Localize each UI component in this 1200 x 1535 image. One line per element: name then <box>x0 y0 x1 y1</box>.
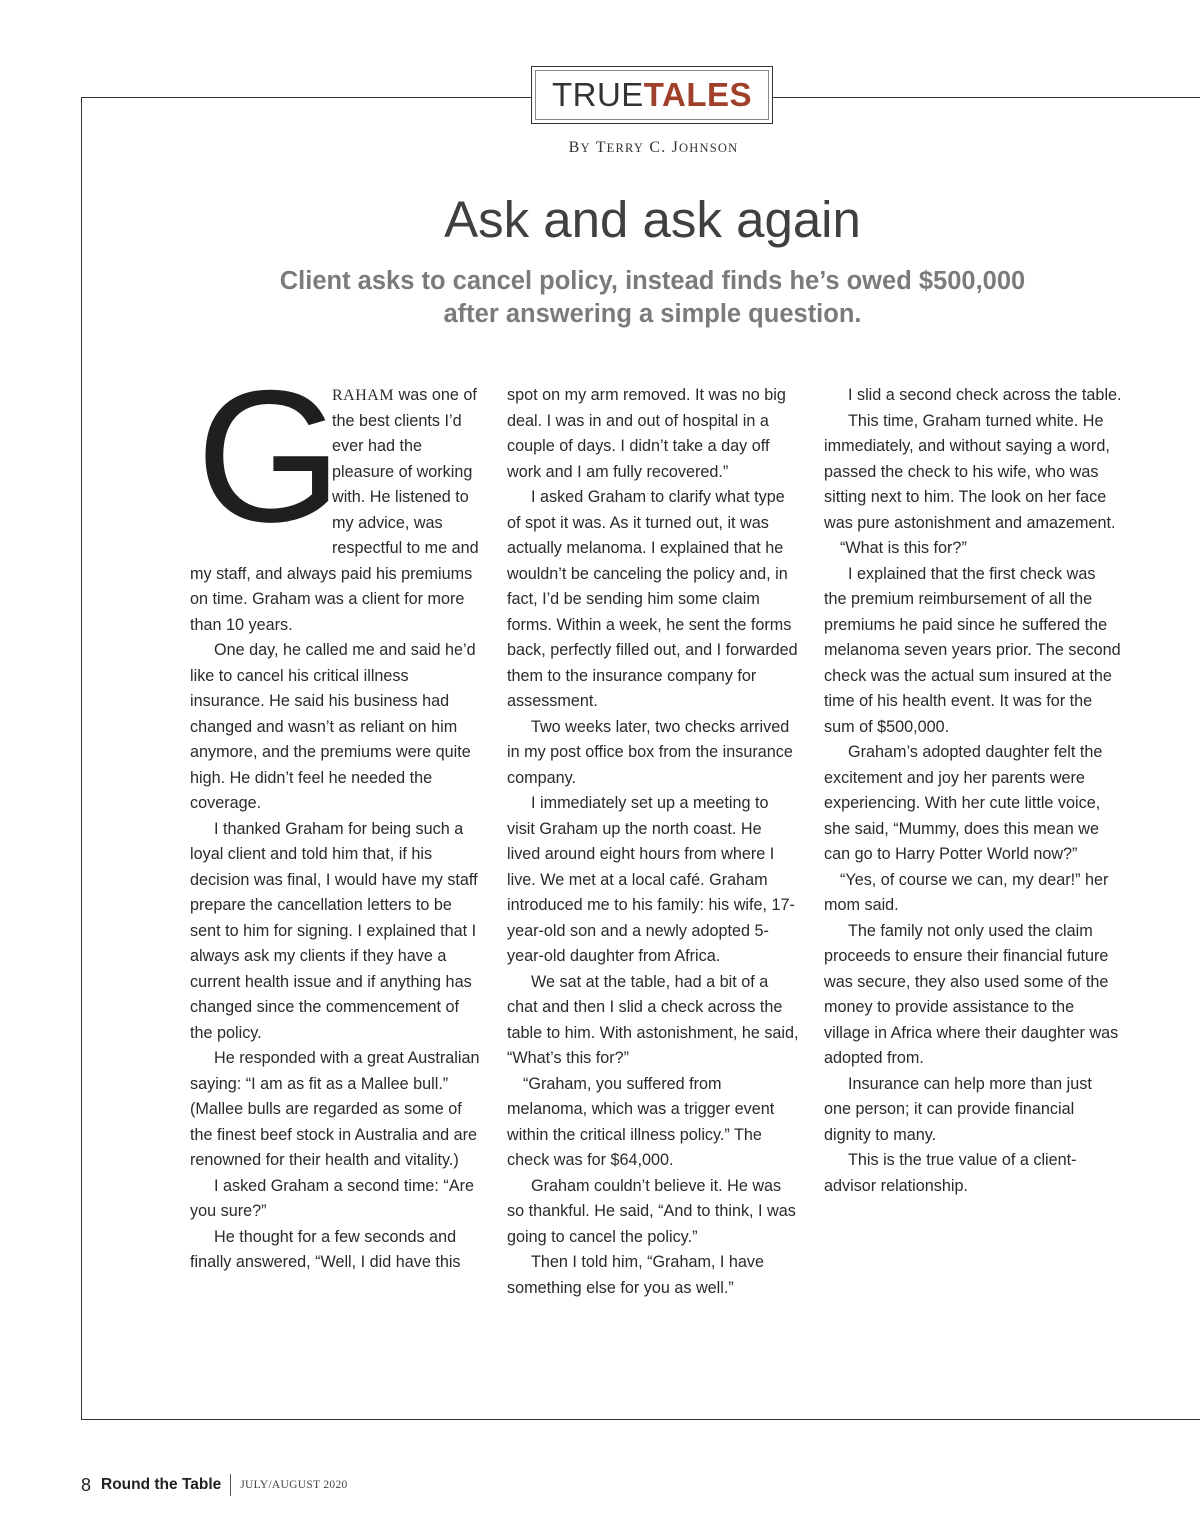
paragraph: He responded with a great Australian saying: “I am as fit as a Mallee bull.” (Mallee bulls are regarded as some of the finest beef stock in Australia and are renowned for their health and vitality.) <box>190 1049 480 1169</box>
paragraph: I asked Graham to clarify what type of spot it was. As it turned out, it was actually melanoma. I explained that he wouldn’t be canceling the policy and, in fact, I’d be sending him some claim forms. Within a week, he sent the forms back, perfectly filled out, and I forwarded them to the insurance company for assessment. <box>507 488 798 710</box>
paragraph: I thanked Graham for being such a loyal client and told him that, if his decision was final, I would have my staff prepare the cancellation letters to be sent to him for signing. I explained that I always ask my clients if they have a current health issue and if anything has changed since the commencement of the policy. <box>190 819 478 1042</box>
paragraph: “Yes, of course we can, my dear!” her mom said. <box>824 870 1109 914</box>
byline-by-rest: Y <box>580 141 591 155</box>
article-column-1 <box>190 351 482 1276</box>
paragraph: Insurance can help more than just one person; it can provide financial dignity to many. <box>824 1074 1092 1144</box>
article-column-2 <box>507 383 799 1301</box>
paragraph: Graham couldn’t believe it. He was so thankful. He said, “And to think, I was going to cancel the policy.” <box>507 1176 796 1246</box>
drop-cap: G <box>196 351 339 561</box>
paragraph: Graham’s adopted daughter felt the excitement and joy her parents were experiencing. With her cute little voice, she said, “Mummy, does this mean we can go to Harry Potter World now?” <box>824 743 1103 863</box>
byline-by-initial: B <box>568 139 581 156</box>
byline <box>0 139 1200 157</box>
paragraph: “What is this for?” <box>840 539 967 557</box>
article-subtitle: Client asks to cancel policy, instead finds he’s owed $500,000 after answering a simple question. <box>279 267 1026 328</box>
paragraph-text: was one of the best clients I’d ever had the pleasure of working with. He listened to my advice, was respectful to me and my staff, and always paid his premiums on time. Graham was a client for more than 10 years. <box>190 386 479 634</box>
paragraph: Two weeks later, two checks arrived in my post office box from the insurance company. <box>507 717 793 787</box>
paragraph: The family not only used the claim proceeds to ensure their financial future was secure, they also used some of the money to provide assistance to the village in Africa where their daughter was adopted from. <box>824 921 1119 1067</box>
byline-last-rest: OHNSON <box>679 141 739 155</box>
frame-rule-left <box>81 97 82 1420</box>
lead-in: RAHAM <box>332 387 395 404</box>
page-footer <box>81 1474 348 1496</box>
paragraph: spot on my arm removed. It was no big deal. I was in and out of hospital in a couple of days. I didn’t take a day off work and I am fully recovered.” <box>507 386 786 481</box>
section-label-tales: TALES <box>643 76 753 113</box>
magazine-title: Round the Table <box>101 1476 222 1493</box>
paragraph: “Graham, you suffered from melanoma, which was a trigger event within the critical illness policy.” The check was for $64,000. <box>507 1074 775 1169</box>
paragraph: We sat at the table, had a bit of a chat and then I slid a check across the table to him. With astonishment, he said, “What’s this for?” <box>507 972 799 1067</box>
byline-last-initial: J <box>671 139 680 156</box>
frame-rule-top-left <box>81 97 531 98</box>
paragraph: One day, he called me and said he’d like to cancel his critical illness insurance. He said his business had changed and wasn’t as reliant on him anymore, and the premiums were quite high. He didn’t feel he needed the coverage. <box>190 641 476 812</box>
paragraph: I explained that the first check was the premium reimbursement of all the premiums he paid since he suffered the melanoma seven years prior. The second check was the actual sum insured at the time of his health event. It was for the sum of $500,000. <box>824 564 1121 736</box>
section-badge <box>531 66 773 124</box>
paragraph: I immediately set up a meeting to visit Graham up the north coast. He lived around eight hours from where I live. We met at a local café. Graham introduced me to his family: his wife, 17-year-old son and a newly adopted 5-year-old daughter from Africa. <box>507 794 795 965</box>
frame-rule-top-right <box>773 97 1200 98</box>
section-label-true: TRUE <box>551 76 644 113</box>
issue-date: JULY/AUGUST 2020 <box>240 1479 348 1491</box>
byline-first-initial: T <box>595 139 607 156</box>
article-column-3 <box>824 383 1122 1199</box>
byline-middle: C. <box>649 139 667 156</box>
paragraph: This time, Graham turned white. He immediately, and without saying a word, passed the check to his wife, who was sitting next to him. The look on her face was pure astonishment and amazement. <box>824 411 1116 532</box>
footer-divider <box>230 1474 231 1496</box>
paragraph: Then I told him, “Graham, I have something else for you as well.” <box>507 1253 765 1297</box>
frame-rule-bottom <box>81 1419 1200 1420</box>
byline-first-rest: ERRY <box>606 141 645 155</box>
article-title: Ask and ask again <box>444 191 861 248</box>
paragraph: I slid a second check across the table. <box>848 386 1122 404</box>
page-number: 8 <box>81 1474 92 1495</box>
paragraph: I asked Graham a second time: “Are you sure?” <box>190 1176 475 1220</box>
paragraph: He thought for a few seconds and finally answered, “Well, I did have this <box>190 1227 461 1271</box>
paragraph: This is the true value of a client-advisor relationship. <box>824 1151 1077 1195</box>
